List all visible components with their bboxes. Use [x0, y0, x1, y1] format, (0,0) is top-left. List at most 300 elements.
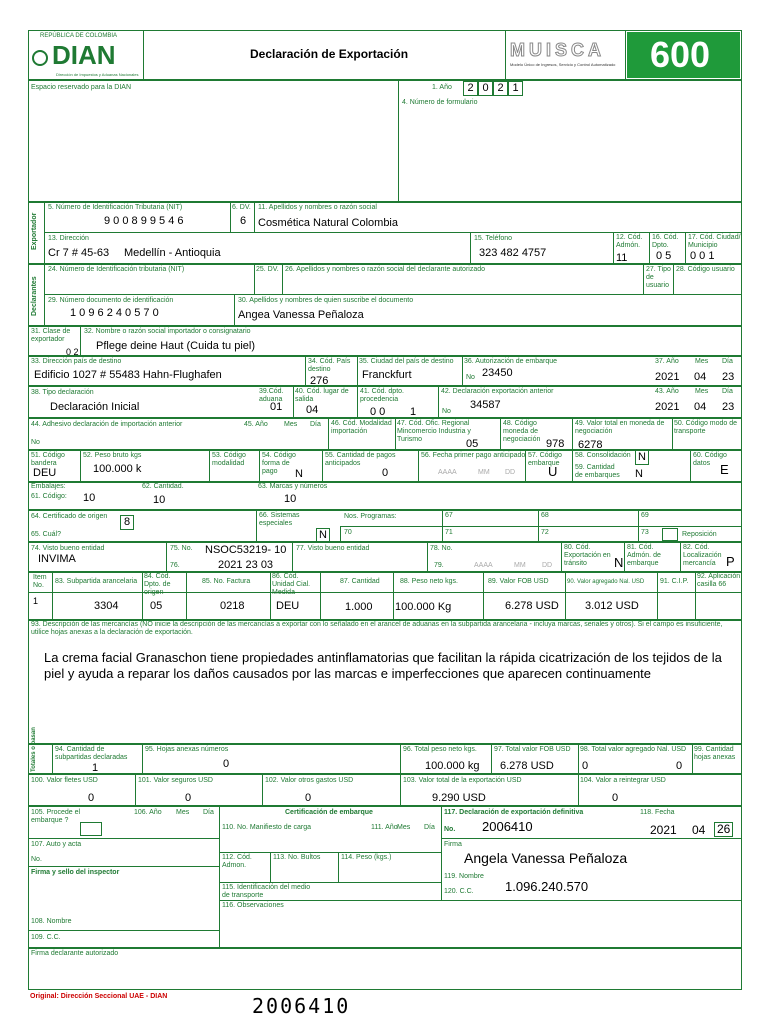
row-cant: 1.000	[345, 601, 373, 613]
divider	[692, 744, 693, 774]
divider	[305, 356, 306, 386]
l74: 74. Visto bueno entidad	[31, 545, 105, 552]
c39-value: 01	[270, 401, 283, 413]
l106-mes: Mes	[176, 809, 190, 816]
divider	[505, 30, 506, 80]
v49: 6278	[578, 439, 603, 451]
firma-inspector: Firma y sello del inspector	[31, 869, 120, 876]
l96: 96. Total peso neto kgs.	[403, 746, 477, 753]
l97: 97. Total valor FOB USD	[494, 746, 571, 753]
v95: 0	[223, 758, 230, 770]
y118: 2021	[650, 823, 677, 837]
nit-label: 5. Número de Identificación Tributaria (NIT)	[48, 204, 183, 211]
v100: 0	[88, 792, 95, 804]
v120: 1.096.240.570	[505, 879, 589, 894]
form-number: 600	[650, 34, 711, 75]
m118: 04	[692, 823, 706, 837]
l113: 113. No. Bultos	[273, 854, 321, 861]
divider	[262, 774, 263, 806]
v51: DEU	[33, 467, 57, 479]
c42-label: 42. Declaración exportación anterior	[441, 388, 554, 395]
signature: Angela Vanessa Peñaloza	[464, 850, 628, 866]
row-fob: 6.278 USD	[505, 600, 559, 612]
city-value: Medellín - Antioquia	[124, 247, 221, 259]
cod-dpto-value: 0 5	[656, 250, 672, 262]
divider	[400, 744, 401, 774]
c39-label: 39.Cód. aduana	[259, 388, 284, 403]
l105: 105. Procede el embarque ?	[31, 809, 81, 824]
divider	[44, 264, 45, 326]
year-label: 1. Año	[432, 84, 452, 91]
v98b: 0	[676, 760, 683, 772]
divider	[80, 326, 81, 356]
l56-aaaa: AAAA	[438, 469, 457, 476]
divider	[395, 418, 396, 450]
divider	[338, 852, 339, 882]
divider	[565, 572, 566, 620]
divider	[500, 418, 501, 450]
c41b-value: 1	[410, 406, 417, 418]
divider	[259, 450, 260, 482]
divider	[28, 592, 742, 593]
divider	[209, 450, 210, 482]
divider	[400, 774, 401, 806]
l112: 112. Cód. Admon.	[222, 854, 252, 869]
v97: 6.278 USD	[500, 760, 554, 772]
divider	[293, 386, 294, 418]
divider	[28, 866, 219, 867]
l82: 82. Cód. Localización mercancía	[683, 544, 722, 567]
l56-mm: MM	[478, 469, 490, 476]
row-item: 1	[33, 596, 39, 606]
address-label: 13. Dirección	[48, 235, 89, 242]
divider	[441, 806, 442, 900]
divider	[442, 510, 443, 542]
l111: 111. Año	[371, 824, 398, 831]
v55: 0	[382, 467, 389, 479]
dian-logo-sub: Dirección de Impuestos y Aduanas Nacionales	[56, 72, 139, 77]
divider	[690, 450, 691, 482]
doc-value: 1 0 9 6 2 4 0 5 7 0	[70, 307, 159, 319]
l49: 49. Valor total en moneda de negociación	[575, 420, 665, 435]
firma-decl: Firma declarante autorizado	[31, 950, 119, 957]
divider	[491, 744, 492, 774]
n67: 67	[445, 512, 453, 519]
divider	[52, 744, 53, 774]
l61: 61. Código:	[31, 493, 67, 500]
declarante-side: Declarantes	[31, 276, 38, 316]
l45-mes: Mes	[284, 421, 298, 428]
l44-no: No	[31, 439, 40, 446]
l107-no: No.	[31, 856, 42, 863]
phone-label: 15. Teléfono	[474, 235, 513, 242]
n71: 71	[445, 529, 453, 536]
decl-sign-section	[28, 948, 742, 990]
l56-dd: DD	[505, 469, 516, 476]
emb-section	[28, 482, 742, 510]
n68: 68	[541, 512, 549, 519]
divider	[643, 264, 644, 294]
divider	[322, 450, 323, 482]
l45-dia: Día	[310, 421, 321, 428]
reposicion-checkbox[interactable]	[662, 528, 678, 541]
l99: 99. Cantidad hojas anexas	[694, 746, 736, 761]
h86: 86. Cód. Unidad Cial. Medida	[272, 573, 311, 596]
divider	[470, 232, 471, 264]
divider	[393, 572, 394, 620]
cod-dpto-label: 16. Cód. Dpto.	[652, 234, 679, 249]
v96: 100.000 kg	[425, 760, 480, 772]
divider	[230, 202, 231, 232]
n72: 72	[541, 529, 549, 536]
divider	[270, 572, 271, 620]
dest-city: Franckfurt	[362, 369, 412, 381]
form-title: Declaración de Exportación	[250, 47, 409, 61]
h90: 90. Valor agregado Nal. USD	[567, 579, 645, 585]
c41-label: 41. Cód. dpto. procedencia	[360, 388, 404, 403]
l79-mm: MM	[514, 562, 526, 569]
row-fact: 0218	[220, 600, 245, 612]
l110: 110. No. Manifiesto de carga	[222, 824, 311, 831]
v75: NSOC53219- 10	[205, 544, 287, 556]
year-digit: 2	[463, 81, 478, 96]
divider	[578, 774, 579, 806]
l103: 103. Valor total de la exportación USD	[403, 777, 522, 784]
l98: 98. Total valor agregado Nal. USD	[580, 746, 687, 753]
d43-label: Día	[722, 388, 733, 395]
year-digits	[463, 81, 523, 96]
divider	[572, 450, 573, 482]
l77: 77. Visto bueno entidad	[296, 545, 370, 552]
l59: 59. Cantidad de embarques	[575, 464, 620, 479]
tipo-decl-value: Declaración Inicial	[50, 401, 140, 413]
divider	[44, 232, 742, 233]
tipo-decl-label: 38. Tipo declaración	[31, 389, 94, 396]
divider	[561, 542, 562, 572]
l116: 116. Observaciones	[222, 902, 284, 909]
form-number-label: 4. Número de formulario	[402, 99, 478, 106]
v98: 0	[582, 760, 589, 772]
v102: 0	[305, 792, 312, 804]
divider	[695, 572, 696, 620]
m37-label: Mes	[695, 358, 709, 365]
v47: 05	[466, 438, 479, 450]
dian-seal-icon	[32, 50, 48, 66]
divider	[292, 542, 293, 572]
v80: N	[614, 555, 624, 570]
l66: 66. Sistemas especiales	[259, 512, 300, 527]
l109: 109. C.C.	[31, 934, 61, 941]
divider	[28, 838, 219, 839]
v58: N	[635, 450, 649, 465]
v52: 100.000 k	[93, 463, 142, 475]
row-unit: DEU	[276, 600, 300, 612]
divider	[44, 294, 742, 295]
aut-no: 23450	[482, 367, 513, 379]
dest-address-label: 33. Dirección país de destino	[31, 358, 122, 365]
footer-number: 2006410	[252, 994, 351, 1018]
c42-no-label: No	[442, 408, 451, 415]
h84: 84. Cód. Dpto. de origen	[144, 573, 171, 596]
l64: 64. Certificado de origen	[31, 513, 108, 520]
reserved-area	[28, 80, 742, 202]
divider	[320, 572, 321, 620]
footer-original: Original: Dirección Seccional UAE - DIAN	[30, 993, 168, 1000]
divider	[80, 450, 81, 482]
h88: 88. Peso neto kgs.	[400, 578, 458, 585]
l60: 60. Código datos	[693, 452, 727, 467]
divider	[219, 806, 220, 948]
d37-value: 23	[722, 371, 735, 383]
h89: 89. Valor FOB USD	[488, 578, 549, 585]
divider	[219, 852, 441, 853]
l76: 76.	[170, 562, 180, 569]
dest-city-label: 35. Ciudad del país de destino	[359, 358, 454, 365]
dian-logo: DIAN	[52, 40, 116, 70]
l62: 62. Cantidad.	[142, 483, 184, 490]
l75: 75. No.	[170, 545, 193, 552]
l118: 118. Fecha	[640, 809, 675, 816]
desc-text: La crema facial Granaschon tiene propiedades antinflamatorias que facilitan la rápida cicatrización de los tejidos de la piel y ayuda a reparar los daños causados por las marcas e imperfecciones que aparecen continuamente	[44, 650, 722, 681]
divider	[44, 202, 45, 264]
clase-value: 0 2	[66, 347, 79, 357]
nit-value: 9 0 0 8 9 9 5 4 6	[104, 215, 184, 227]
l108: 108. Nombre	[31, 918, 72, 925]
divider	[142, 744, 143, 774]
divider	[538, 510, 539, 542]
l120: 120. C.C.	[444, 888, 474, 895]
exporter-name-label: 11. Apellidos y nombres o razón social	[258, 204, 377, 211]
divider	[625, 30, 626, 80]
clase-label: 31. Clase de exportador	[31, 328, 71, 343]
l50: 50. Código modo de transporte	[674, 420, 738, 435]
y43-value: 2021	[655, 401, 680, 413]
divider	[52, 572, 53, 620]
l80: 80. Cód. Exportación en tránsito	[564, 544, 611, 567]
l46: 46. Cód. Modalidad importación	[331, 420, 392, 435]
desc-label: 93. Descripción de las mercancías (NO inicie la descripción de las mercancías a exportar con lo señalado en el arancel de aduanas en la subpartida arancelaria - incluya marcas, seriales y otros). Si el campo es insuficiente, utilice hojas anexas a la declaración de exportación.	[31, 621, 723, 636]
h92: 92. Aplicación casilla 66	[697, 573, 741, 588]
l95: 95. Hojas anexas números	[145, 746, 229, 753]
l119: 119. Nombre	[444, 873, 484, 880]
l78: 78. No.	[430, 545, 453, 552]
divider	[357, 386, 358, 418]
n70: 70	[344, 529, 352, 536]
l58: 58. Consolidación	[575, 452, 631, 459]
tipo-user-label: 27. Tipo de usuario	[646, 266, 671, 289]
year-digit: 1	[508, 81, 523, 96]
n69: 69	[641, 512, 649, 519]
pais-value: 276	[310, 375, 329, 387]
divider	[135, 774, 136, 806]
divider	[657, 572, 658, 620]
address-value: Cr 7 # 45-63	[48, 247, 110, 259]
v94: 1	[92, 762, 99, 774]
m37-value: 04	[694, 371, 707, 383]
l56: 56. Fecha primer pago anticipado	[421, 452, 526, 459]
l114: 114. Peso (kgs.)	[341, 854, 392, 861]
dv-label: 6. DV.	[232, 204, 251, 211]
l65: 65. Cuál?	[31, 531, 61, 538]
divider	[340, 526, 742, 527]
l63: 63. Marcas y números	[258, 483, 328, 490]
desc-section	[28, 620, 742, 744]
signer-value: Angea Vanessa Peñaloza	[238, 309, 364, 321]
row-sub: 3304	[94, 600, 119, 612]
l106: 106. Año	[134, 809, 162, 816]
divider	[673, 264, 674, 294]
v57: U	[548, 464, 558, 479]
v62: 10	[153, 494, 166, 506]
divider	[427, 542, 428, 572]
divider	[483, 572, 484, 620]
exporter-name: Cosmética Natural Colombia	[258, 217, 398, 229]
l79: 79.	[434, 562, 444, 569]
doc-label: 29. Número documento de identificación	[48, 297, 174, 304]
divider	[685, 232, 686, 264]
divider	[525, 450, 526, 482]
divider	[572, 418, 573, 450]
cod-admin-label: 12. Cód. Admón.	[616, 234, 643, 249]
dest-address: Edificio 1027 # 55483 Hahn-Flughafen	[34, 369, 222, 381]
cod-city-label: 17. Cód. Ciudad/ Municipio	[688, 234, 741, 249]
phone-value: 323 482 4757	[479, 247, 547, 259]
divider	[357, 356, 358, 386]
l48: 48. Código moneda de negociación	[503, 420, 541, 443]
v103: 9.290 USD	[432, 792, 486, 804]
l115: 115. Identificación del medio de transporte	[222, 884, 311, 899]
v63: 10	[284, 493, 297, 505]
divider	[613, 232, 614, 264]
divider	[680, 542, 681, 572]
exportador-side: Exportador	[31, 212, 38, 250]
divider	[441, 838, 742, 839]
l51: 51. Código bandera	[31, 452, 65, 467]
cod-admin-value: 11	[616, 252, 628, 264]
y37-label: 37. Año	[655, 358, 679, 365]
l106-dia: Día	[203, 809, 214, 816]
l53: 53. Código modalidad	[212, 452, 246, 467]
v76: 2021 23 03	[218, 559, 274, 571]
muisca-logo: MUISCA	[510, 40, 605, 60]
decl-name-label: 26. Apellidos y nombres o razón social del declarante autorizado	[285, 266, 486, 273]
decl-nit-label: 24. Número de Identificación tributaria (NIT)	[48, 266, 185, 273]
importer-name: Pflege deine Haut (Cuida tu piel)	[96, 340, 255, 352]
divider	[398, 80, 399, 202]
divider	[578, 744, 579, 774]
m43-value: 04	[694, 401, 707, 413]
l79-dd: DD	[542, 562, 553, 569]
divider	[282, 264, 283, 294]
m43-label: Mes	[695, 388, 709, 395]
n73: 73	[641, 529, 649, 536]
divider	[438, 386, 439, 418]
reposicion-label: Reposición	[682, 531, 717, 538]
year-digit: 0	[478, 81, 493, 96]
v61: 10	[83, 492, 96, 504]
divider	[256, 510, 257, 542]
v54: N	[295, 468, 303, 480]
divider	[28, 930, 219, 931]
v117: 2006410	[482, 819, 533, 834]
row-peso: 100.000 Kg	[395, 601, 452, 613]
divider	[142, 572, 143, 620]
c40-value: 04	[306, 404, 319, 416]
y43-label: 43. Año	[655, 388, 679, 395]
h85: 85. No. Factura	[202, 578, 251, 585]
republic-text: REPÚBLICA DE COLOMBIA	[40, 33, 118, 39]
l104: 104. Valor a reintegrar USD	[580, 777, 666, 784]
divider	[219, 882, 441, 883]
l111-mes: Mes	[397, 824, 411, 831]
dv-value: 6	[240, 215, 247, 227]
divider	[219, 900, 742, 901]
no117: No.	[444, 826, 456, 833]
h87: 87. Cantidad	[340, 578, 380, 585]
nos-label: Nos. Programas:	[344, 513, 397, 520]
year-digit: 2	[493, 81, 508, 96]
cert-emb: Certificación de embarque	[285, 809, 373, 816]
l81: 81. Cód. Admón. de embarque	[627, 544, 661, 567]
divider	[143, 30, 144, 80]
l79-aaaa: AAAA	[474, 562, 493, 569]
v66: N	[316, 528, 330, 543]
row-agr: 3.012 USD	[585, 600, 639, 612]
l47: 47. Cód. Ofic. Regional Mincomercio Industria y Turismo	[397, 420, 471, 443]
v64: 8	[120, 515, 134, 530]
l55: 55. Cantidad de pagos anticipados	[325, 452, 396, 467]
c42-value: 34587	[470, 399, 501, 411]
divider	[328, 418, 329, 450]
embalajes-label: Embalajes:	[31, 483, 66, 490]
l100: 100. Valor fletes USD	[31, 777, 98, 784]
d37-label: Día	[722, 358, 733, 365]
divider	[462, 356, 463, 386]
row-dpto: 05	[150, 600, 163, 612]
h-item: Item No.	[33, 574, 47, 589]
firma-label: Firma	[444, 841, 462, 848]
divider	[672, 418, 673, 450]
signer-label: 30. Apellidos y nombres de quien suscribe el documento	[238, 297, 414, 304]
h83: 83. Subpartida arancelaria	[55, 578, 138, 585]
decl-dv-label: 25. DV.	[256, 266, 279, 273]
divider	[254, 202, 255, 232]
divider	[166, 542, 167, 572]
l111-dia: Día	[424, 824, 435, 831]
v74: INVIMA	[38, 553, 76, 565]
v59: N	[635, 468, 643, 480]
aut-label: 36. Autorización de embarque	[464, 358, 558, 365]
v101: 0	[185, 792, 192, 804]
l102: 102. Valor otros gastos USD	[265, 777, 354, 784]
divider	[638, 510, 639, 542]
importer-name-label: 32. Nombre o razón social importador o consignatario	[84, 328, 251, 335]
c40-label: 40. Cód. lugar de salida	[295, 388, 349, 403]
l107: 107. Auto y acta	[31, 841, 82, 848]
y37-value: 2021	[655, 371, 680, 383]
v60: E	[720, 462, 729, 477]
cod-city-value: 0 0 1	[690, 250, 715, 262]
reserved-label: Espacio reservado para la DIAN	[31, 84, 131, 91]
v82: P	[726, 554, 735, 569]
h91: 91. C.I.P.	[660, 578, 689, 585]
embarque-checkbox[interactable]	[80, 822, 102, 836]
l57: 57. Código embarque	[528, 452, 562, 467]
divider	[186, 572, 187, 620]
v104: 0	[612, 792, 619, 804]
c41-value: 0 0	[370, 406, 386, 418]
l117: 117. Declaración de exportación definitiva	[444, 809, 584, 816]
